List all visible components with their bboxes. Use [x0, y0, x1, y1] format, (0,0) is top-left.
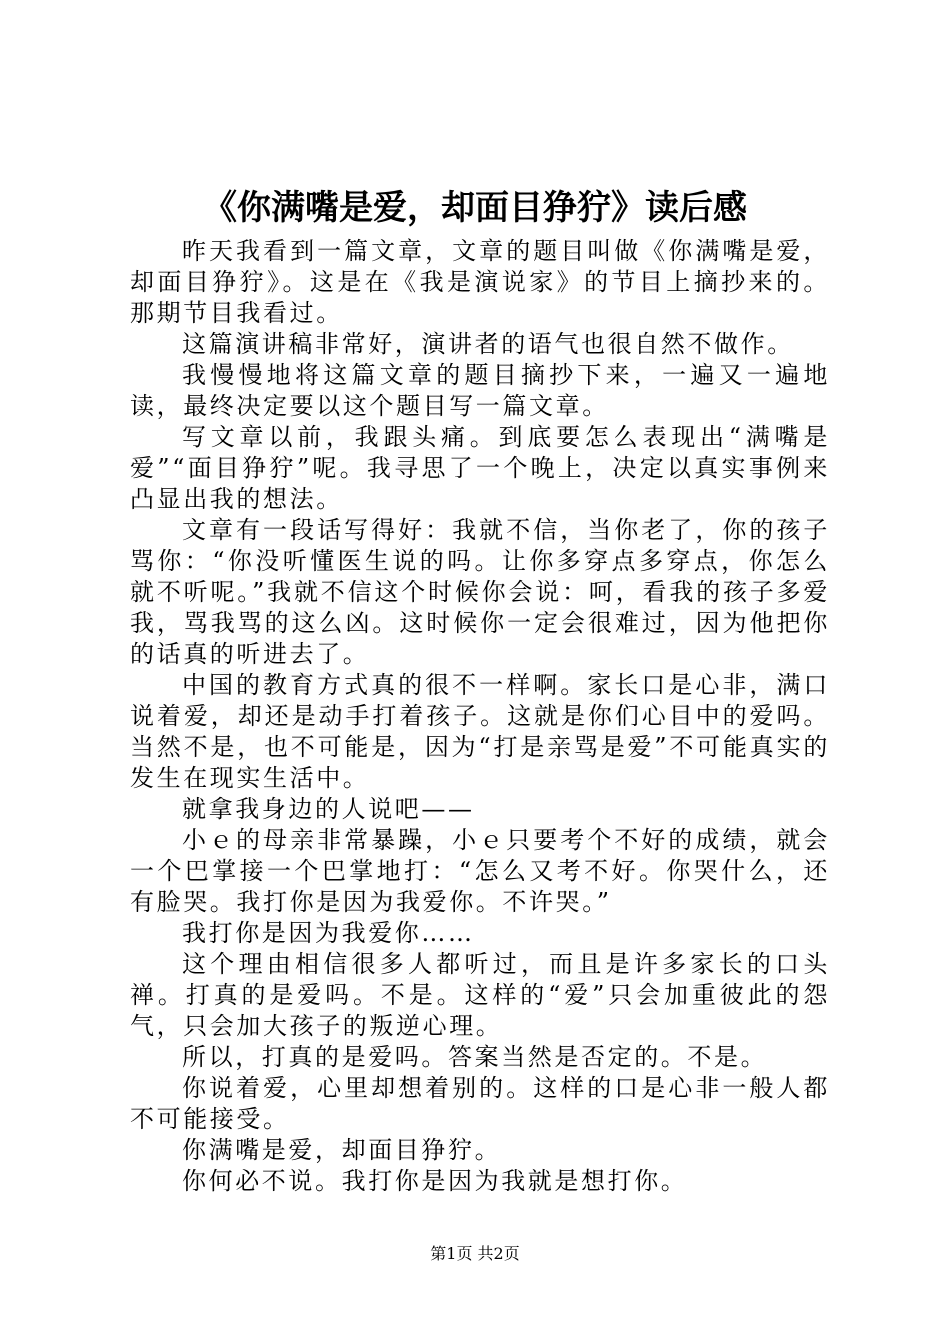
document-title: 《你满嘴是爱，却面目狰狞》读后感: [203, 188, 747, 228]
page-footer: 第1页 共2页: [430, 1244, 520, 1263]
paragraph: 所以，打真的是爱吗。答案当然是否定的。不是。: [182, 1043, 768, 1071]
paragraph: 这篇演讲稿非常好，演讲者的语气也很自然不做作。: [182, 330, 794, 358]
document-body: [130, 236, 830, 1197]
paragraph: 我慢慢地将这篇文章的题目摘抄下来，一遍又一遍地读，最终决定要以这个题目写一篇文章。: [130, 361, 830, 420]
paragraph: 中国的教育方式真的很不一样啊。家长口是心非，满口说着爱，却还是动手打着孩子。这就是你们心目中的爱吗。当然不是，也不可能是，因为“打是亲骂是爱”不可能真实的发生在现实生活中。: [130, 671, 830, 792]
paragraph: 我打你是因为我爱你……: [182, 919, 475, 947]
paragraph: 你何必不说。我打你是因为我就是想打你。: [182, 1167, 688, 1195]
paragraph: 你说着爱，心里却想着别的。这样的口是心非一般人都不可能接受。: [130, 1074, 830, 1133]
paragraph: 小ｅ的母亲非常暴躁，小ｅ只要考个不好的成绩，就会一个巴掌接一个巴掌地打：“怎么又考不好。你哭什么，还有脸哭。我打你是因为我爱你。不许哭。”: [130, 826, 830, 916]
paragraph: 昨天我看到一篇文章，文章的题目叫做《你满嘴是爱，却面目狰狞》。这是在《我是演说家》的节目上摘抄来的。那期节目我看过。: [130, 237, 830, 327]
paragraph: 这个理由相信很多人都听过，而且是许多家长的口头禅。打真的是爱吗。不是。这样的“爱”只会加重彼此的怨气，只会加大孩子的叛逆心理。: [130, 950, 830, 1040]
paragraph: 写文章以前，我跟头痛。到底要怎么表现出“满嘴是爱”“面目狰狞”呢。我寻思了一个晚上，决定以真实事例来凸显出我的想法。: [130, 423, 830, 513]
paragraph: 你满嘴是爱，却面目狰狞。: [182, 1136, 502, 1164]
paragraph: 就拿我身边的人说吧——: [182, 795, 475, 823]
paragraph: 文章有一段话写得好：我就不信，当你老了，你的孩子骂你：“你没听懂医生说的吗。让你多穿点多穿点，你怎么就不听呢。”我就不信这个时候你会说：呵，看我的孩子多爱我，骂我骂的这么凶。这时候你一定会很难过，因为他把你的话真的听进去了。: [130, 516, 830, 668]
